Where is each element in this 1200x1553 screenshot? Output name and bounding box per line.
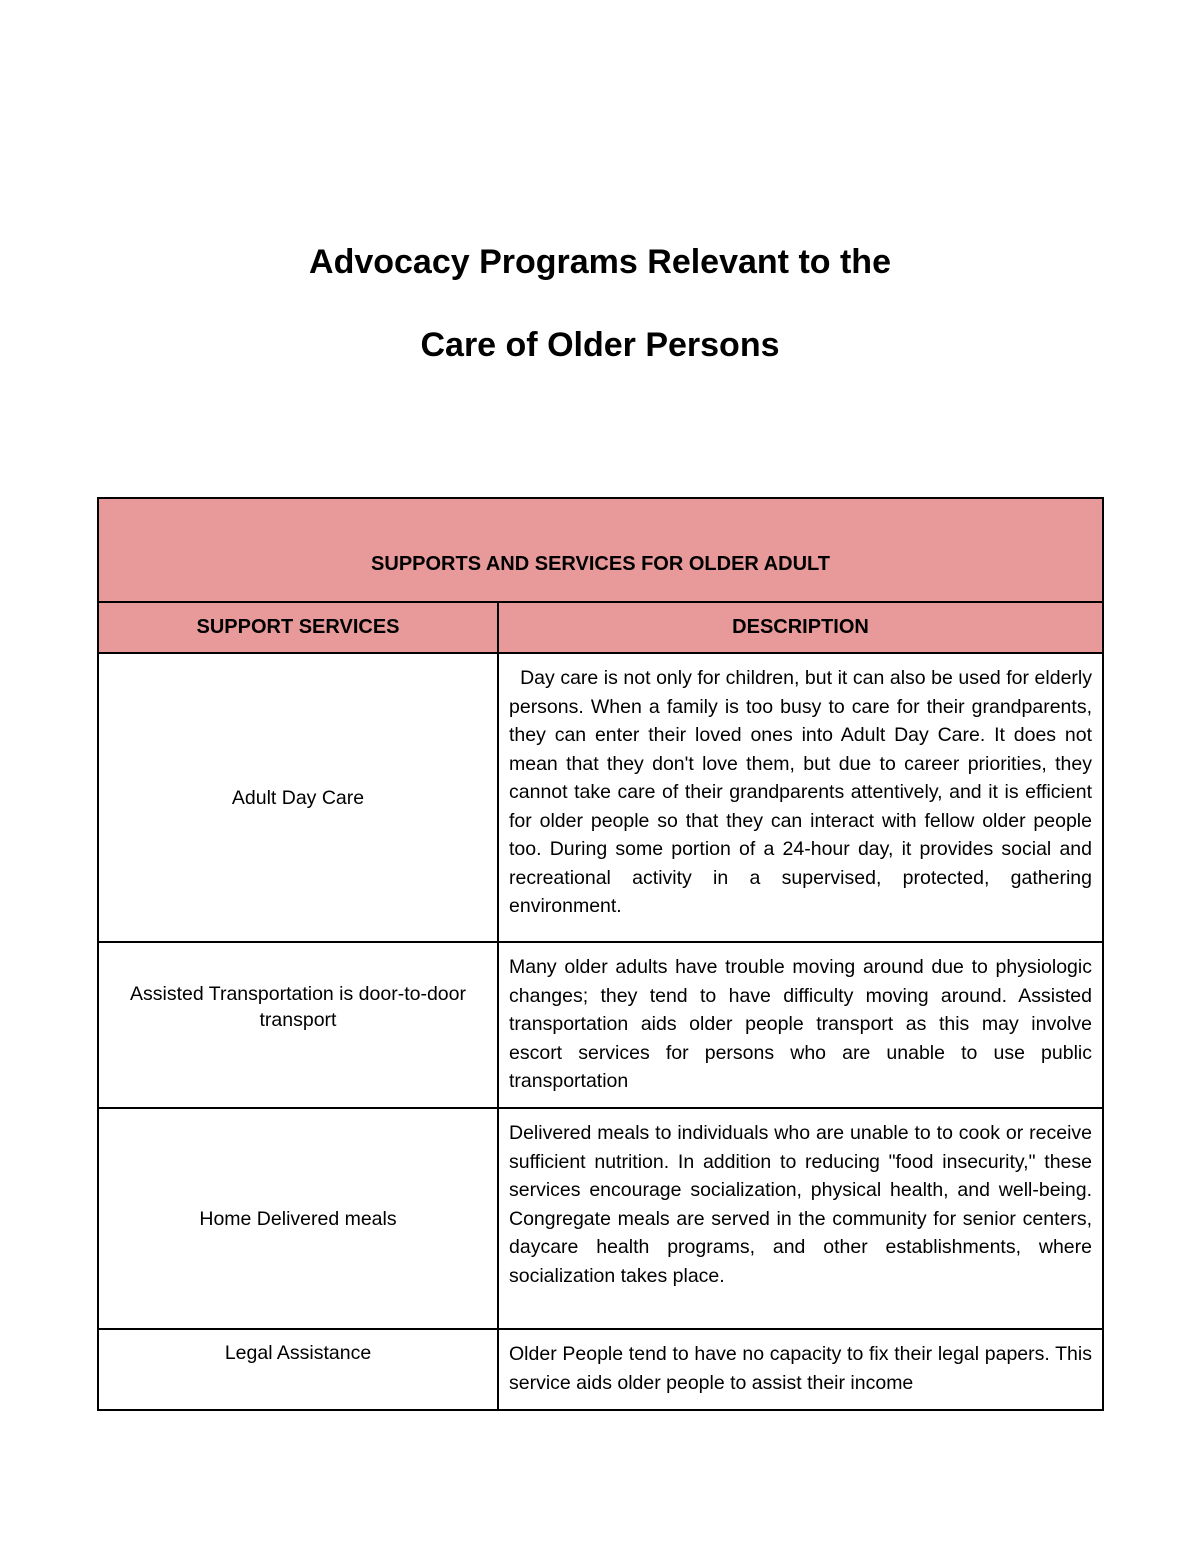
document-title-line-1: Advocacy Programs Relevant to the bbox=[309, 243, 891, 281]
supports-services-table bbox=[97, 497, 1104, 1411]
column-header-support-services: SUPPORT SERVICES bbox=[98, 602, 498, 653]
table-banner: SUPPORTS AND SERVICES FOR OLDER ADULT bbox=[98, 498, 1103, 602]
service-name: Home Delivered meals bbox=[98, 1108, 498, 1329]
service-name: Assisted Transportation is door-to-door transport bbox=[98, 942, 498, 1108]
service-description: Many older adults have trouble moving around due to physiologic changes; they tend to have difficulty moving around. Assisted transportation aids older people transport as this may involve escort services for persons who are unable to use public transportation bbox=[498, 942, 1103, 1108]
service-name: Legal Assistance bbox=[98, 1329, 498, 1410]
service-description: Older People tend to have no capacity to fix their legal papers. This service aids older people to assist their income bbox=[498, 1329, 1103, 1410]
service-description: Day care is not only for children, but it can also be used for elderly persons. When a family is too busy to care for their grandparents, they can enter their loved ones into Adult Day Care. It does not mean that they don't love them, but due to career priorities, they cannot take care of their grandparents attentively, and it is efficient for older people so that they can interact with fellow older people too. During some portion of a 24-hour day, it provides social and recreational activity in a supervised, protected, gathering environment. bbox=[498, 653, 1103, 942]
table-row bbox=[98, 942, 1103, 1108]
column-header-description: DESCRIPTION bbox=[498, 602, 1103, 653]
table-banner-row bbox=[98, 498, 1103, 602]
service-description: Delivered meals to individuals who are unable to to cook or receive sufficient nutrition. In addition to reducing "food insecurity," these services encourage socialization, physical health, and well-being. Congregate meals are served in the community for senior centers, daycare health programs, and other establishments, where socialization takes place. bbox=[498, 1108, 1103, 1329]
table-header-row bbox=[98, 602, 1103, 653]
table-row bbox=[98, 653, 1103, 942]
document-title-line-2: Care of Older Persons bbox=[420, 326, 780, 364]
service-name: Adult Day Care bbox=[98, 653, 498, 942]
table-row bbox=[98, 1329, 1103, 1410]
table-row bbox=[98, 1108, 1103, 1329]
